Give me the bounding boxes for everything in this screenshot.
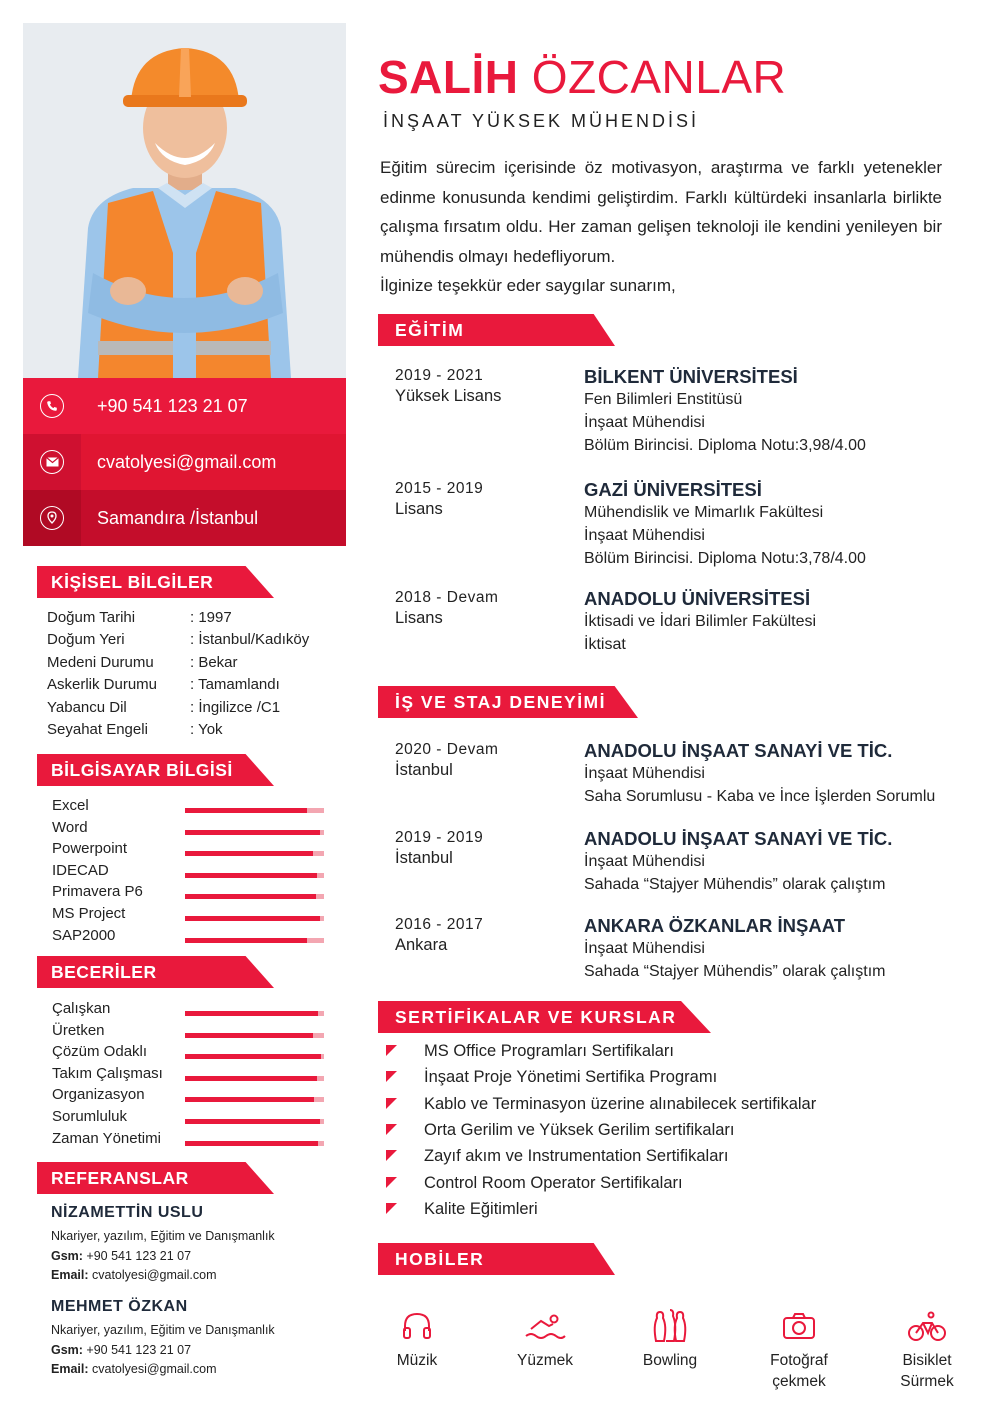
hobby-label: Müzik xyxy=(396,1352,438,1369)
certificate-name: Control Room Operator Sertifikaları xyxy=(424,1173,683,1192)
certificate-name: MS Office Programları Sertifikaları xyxy=(424,1042,675,1060)
education-detail: İktisadi ve İdari Bilimler Fakültesi xyxy=(584,613,817,630)
education-detail: İnşaat Mühendisi xyxy=(584,527,705,544)
experience-years: 2016 - 2017 xyxy=(395,916,484,933)
first-name: SALİH xyxy=(378,51,519,103)
skill-row xyxy=(52,926,332,948)
job-title: İNŞAAT YÜKSEK MÜHENDİSİ xyxy=(383,111,700,131)
skill-name: Primavera P6 xyxy=(52,883,143,901)
experience-place: İstanbul xyxy=(395,849,453,867)
personal-key: Doğum Tarihi xyxy=(47,609,136,626)
reference-email[interactable]: cvatolyesi@gmail.com xyxy=(88,1268,217,1282)
education-detail: İnşaat Mühendisi xyxy=(584,414,705,431)
experience-detail: İnşaat Mühendisi xyxy=(584,853,705,870)
skill-level-track xyxy=(185,873,324,878)
headphones-icon xyxy=(362,1306,472,1346)
reference-name: NİZAMETTİN USLU xyxy=(51,1204,204,1221)
skill-name: SAP2000 xyxy=(52,926,116,944)
personal-key: Askerlik Durumu xyxy=(47,676,158,694)
experience-detail: Sahada “Stajyer Mühendis” olarak çalıştım xyxy=(584,963,886,980)
engineer-photo-illustration xyxy=(23,23,346,378)
personal-value: : Bekar xyxy=(190,653,238,671)
education-years: 2018 - Devam xyxy=(395,589,499,606)
bullet-triangle-icon xyxy=(386,1071,397,1082)
summary-text: Eğitim sürecim içerisinde öz motivasyon, araştırma ve farklı yetenekler edinme konusunda kendimi geliştirdim. Farklı kültürdeki insanlarla birlikte çalışma fırsatım oldu. Her zaman gelişen teknoloji ile kendini yenileyen bir mühendis olmayı hedefliyorum. xyxy=(380,158,942,266)
skill-level-fill xyxy=(185,1033,313,1038)
bullet-triangle-icon xyxy=(386,1098,397,1109)
skill-row xyxy=(52,1021,332,1043)
personal-value: : Tamamlandı xyxy=(190,676,280,694)
skill-row xyxy=(52,839,332,861)
reference-email[interactable]: cvatolyesi@gmail.com xyxy=(88,1362,217,1376)
education-detail: Fen Bilimleri Enstitüsü xyxy=(584,391,743,408)
skill-level-track xyxy=(185,1011,324,1016)
education-heading: EĞİTİM xyxy=(378,314,615,346)
certificate-name: Zayıf akım ve Instrumentation Sertifikaları xyxy=(424,1147,729,1166)
experience-detail: Saha Sorumlusu - Kaba ve İnce İşlerden Sorumlu xyxy=(584,788,936,805)
certificates-heading: SERTİFİKALAR VE KURSLAR xyxy=(378,1001,711,1033)
reference-gsm: +90 541 123 21 07 xyxy=(82,1248,192,1263)
skill-name: Word xyxy=(52,818,88,836)
skill-level-track xyxy=(185,1033,324,1038)
experience-company: ANKARA ÖZKANLAR İNŞAAT xyxy=(584,915,846,936)
bullet-triangle-icon xyxy=(386,1045,397,1056)
skill-name: Powerpoint xyxy=(52,840,128,858)
hobby-label: Bisiklet xyxy=(902,1352,952,1369)
skill-level-track xyxy=(185,1054,324,1059)
skill-row xyxy=(52,1129,332,1151)
bicycle-icon xyxy=(872,1306,982,1346)
skill-level-track xyxy=(185,916,324,921)
certificate-name: Kablo ve Terminasyon üzerine alınabilecek sertifikalar xyxy=(424,1094,817,1113)
reference-1: NİZAMETTİN USLU Nkariyer, yazılım, Eğitim ve Danışmanlık Gsm: +90 541 123 21 07 Email: cvatolyesi@gmail.com xyxy=(51,1204,275,1282)
experience-heading: İŞ VE STAJ DENEYİMİ xyxy=(378,686,638,718)
skill-level-track xyxy=(185,851,324,856)
education-school: BİLKENT ÜNİVERSİTESİ xyxy=(584,366,798,387)
experience-detail: Sahada “Stajyer Mühendis” olarak çalıştım xyxy=(584,876,886,893)
skill-level-fill xyxy=(185,830,320,835)
skill-row xyxy=(52,796,332,818)
skill-name: IDECAD xyxy=(52,861,109,879)
skill-row xyxy=(52,1042,332,1064)
skill-level-track xyxy=(185,1076,324,1081)
hobby-label: çekmek xyxy=(772,1373,826,1390)
certificate-name: Orta Gerilim ve Yüksek Gerilim sertifikaları xyxy=(424,1120,735,1139)
skill-name: Üretken xyxy=(52,1021,105,1039)
skill-level-track xyxy=(185,830,324,835)
education-school: GAZİ ÜNİVERSİTESİ xyxy=(584,479,762,500)
hobby-label: Sürmek xyxy=(900,1373,954,1390)
personal-value: : İstanbul/Kadıköy xyxy=(190,631,310,649)
summary-closing: İlginize teşekkür eder saygılar sunarım, xyxy=(380,276,676,295)
certificate-name: İnşaat Proje Yönetimi Sertifika Programı xyxy=(424,1068,718,1087)
education-degree: Lisans xyxy=(395,609,443,627)
skill-row xyxy=(52,1085,332,1107)
skill-level-fill xyxy=(185,1076,317,1081)
experience-years: 2019 - 2019 xyxy=(395,829,484,846)
skill-level-fill xyxy=(185,808,307,813)
camera-icon xyxy=(744,1306,854,1346)
skill-level-track xyxy=(185,938,324,943)
phone-icon xyxy=(40,394,64,418)
reference-2: MEHMET ÖZKAN Nkariyer, yazılım, Eğitim ve Danışmanlık Gsm: +90 541 123 21 07 Email: cvatolyesi@gmail.com xyxy=(51,1298,275,1376)
contact-phone-row[interactable] xyxy=(23,378,346,434)
bullet-triangle-icon xyxy=(386,1150,397,1161)
hobby-item xyxy=(490,1306,600,1371)
education-detail: Bölüm Birincisi. Diploma Notu:3,98/4.00 xyxy=(584,437,866,454)
experience-company: ANADOLU İNŞAAT SANAYİ VE TİC. xyxy=(584,740,893,761)
personal-key: Seyahat Engeli xyxy=(47,721,148,738)
personal-value: : 1997 xyxy=(190,609,232,626)
skill-level-fill xyxy=(185,1141,318,1146)
hobby-label: Bowling xyxy=(642,1352,698,1369)
last-name: ÖZCANLAR xyxy=(531,51,787,103)
personal-key: Medeni Durumu xyxy=(47,653,154,671)
skill-row xyxy=(52,882,332,904)
skill-row xyxy=(52,818,332,840)
location-pin-icon xyxy=(40,506,64,530)
contact-location-row[interactable] xyxy=(23,490,346,546)
personal-heading: KİŞİSEL BİLGİLER xyxy=(37,566,274,598)
contact-email: cvatolyesi@gmail.com xyxy=(81,434,346,490)
references-heading: REFERANSLAR xyxy=(37,1162,274,1194)
hobby-label: Fotoğraf xyxy=(770,1352,828,1369)
contact-block xyxy=(23,378,346,546)
skills-heading: BECERİLER xyxy=(37,956,274,988)
profile-photo xyxy=(23,23,346,378)
education-degree: Lisans xyxy=(395,500,443,518)
skill-row xyxy=(52,861,332,883)
computer-heading: BİLGİSAYAR BİLGİSİ xyxy=(37,754,274,786)
education-degree: Yüksek Lisans xyxy=(395,387,502,405)
skill-level-track xyxy=(185,1119,324,1124)
skill-level-track xyxy=(185,808,324,813)
skill-name: Sorumluluk xyxy=(52,1108,128,1125)
personal-value: : Yok xyxy=(190,721,223,738)
skill-row xyxy=(52,904,332,926)
experience-company: ANADOLU İNŞAAT SANAYİ VE TİC. xyxy=(584,828,893,849)
skill-row xyxy=(52,1064,332,1086)
education-detail: Mühendislik ve Mimarlık Fakültesi xyxy=(584,504,824,521)
reference-role: Nkariyer, yazılım, Eğitim ve Danışmanlık xyxy=(51,1229,275,1243)
skill-name: Takım Çalışması xyxy=(52,1064,163,1082)
personal-key: Yabancu Dil xyxy=(47,698,127,716)
hobby-item xyxy=(615,1306,725,1371)
reference-role: Nkariyer, yazılım, Eğitim ve Danışmanlık xyxy=(51,1323,275,1337)
skill-name: Zaman Yönetimi xyxy=(52,1129,161,1147)
skill-level-fill xyxy=(185,873,317,878)
experience-detail: İnşaat Mühendisi xyxy=(584,765,705,782)
computer-skills-list xyxy=(52,796,332,951)
skill-level-fill xyxy=(185,1097,314,1102)
skill-row xyxy=(52,999,332,1021)
personal-key: Doğum Yeri xyxy=(47,631,125,649)
skill-level-fill xyxy=(185,938,307,943)
experience-place: İstanbul xyxy=(395,761,453,779)
hobby-item xyxy=(744,1306,854,1392)
hobby-label: Yüzmek xyxy=(517,1352,573,1369)
contact-email-row[interactable] xyxy=(23,434,346,490)
experience-years: 2020 - Devam xyxy=(395,741,499,758)
certificate-name: Kalite Eğitimleri xyxy=(424,1199,538,1218)
skill-level-track xyxy=(185,1097,324,1102)
skill-level-fill xyxy=(185,1119,320,1124)
bullet-triangle-icon xyxy=(386,1177,397,1188)
bowling-icon xyxy=(615,1306,725,1346)
skill-name: Excel xyxy=(52,797,89,814)
skill-level-track xyxy=(185,894,324,899)
education-detail: İktisat xyxy=(584,636,626,653)
skills-list xyxy=(52,999,332,1154)
reference-gsm: +90 541 123 21 07 xyxy=(82,1342,192,1357)
experience-detail: İnşaat Mühendisi xyxy=(584,940,705,957)
skill-name: Çalışkan xyxy=(52,1000,111,1017)
hobbies-heading: HOBİLER xyxy=(378,1243,615,1275)
bullet-triangle-icon xyxy=(386,1124,397,1135)
skill-level-fill xyxy=(185,1054,321,1059)
skill-name: MS Project xyxy=(52,905,126,922)
education-detail: Bölüm Birincisi. Diploma Notu:3,78/4.00 xyxy=(584,550,866,567)
skill-level-fill xyxy=(185,1011,318,1016)
skill-level-fill xyxy=(185,916,320,921)
bullet-triangle-icon xyxy=(386,1203,397,1214)
envelope-icon xyxy=(40,450,64,474)
education-school: ANADOLU ÜNİVERSİTESİ xyxy=(584,588,811,609)
skill-level-fill xyxy=(185,851,313,856)
swimmer-icon xyxy=(490,1306,600,1346)
skill-row xyxy=(52,1107,332,1129)
personal-info-list xyxy=(47,607,337,747)
education-years: 2015 - 2019 xyxy=(395,480,484,497)
summary xyxy=(380,153,942,301)
education-years: 2019 - 2021 xyxy=(395,367,484,384)
skill-name: Çözüm Odaklı xyxy=(52,1043,148,1061)
skill-level-track xyxy=(185,1141,324,1146)
skill-level-fill xyxy=(185,894,316,899)
hobby-item xyxy=(872,1306,982,1392)
reference-name: MEHMET ÖZKAN xyxy=(51,1298,188,1315)
candidate-name xyxy=(378,50,786,104)
certificates-list xyxy=(386,1042,946,1222)
experience-place: Ankara xyxy=(395,936,448,954)
contact-location: Samandıra /İstanbul xyxy=(81,490,346,546)
contact-phone: +90 541 123 21 07 xyxy=(81,378,346,434)
personal-value: : İngilizce /C1 xyxy=(190,698,281,716)
hobby-item xyxy=(362,1306,472,1371)
skill-name: Organizasyon xyxy=(52,1086,145,1104)
